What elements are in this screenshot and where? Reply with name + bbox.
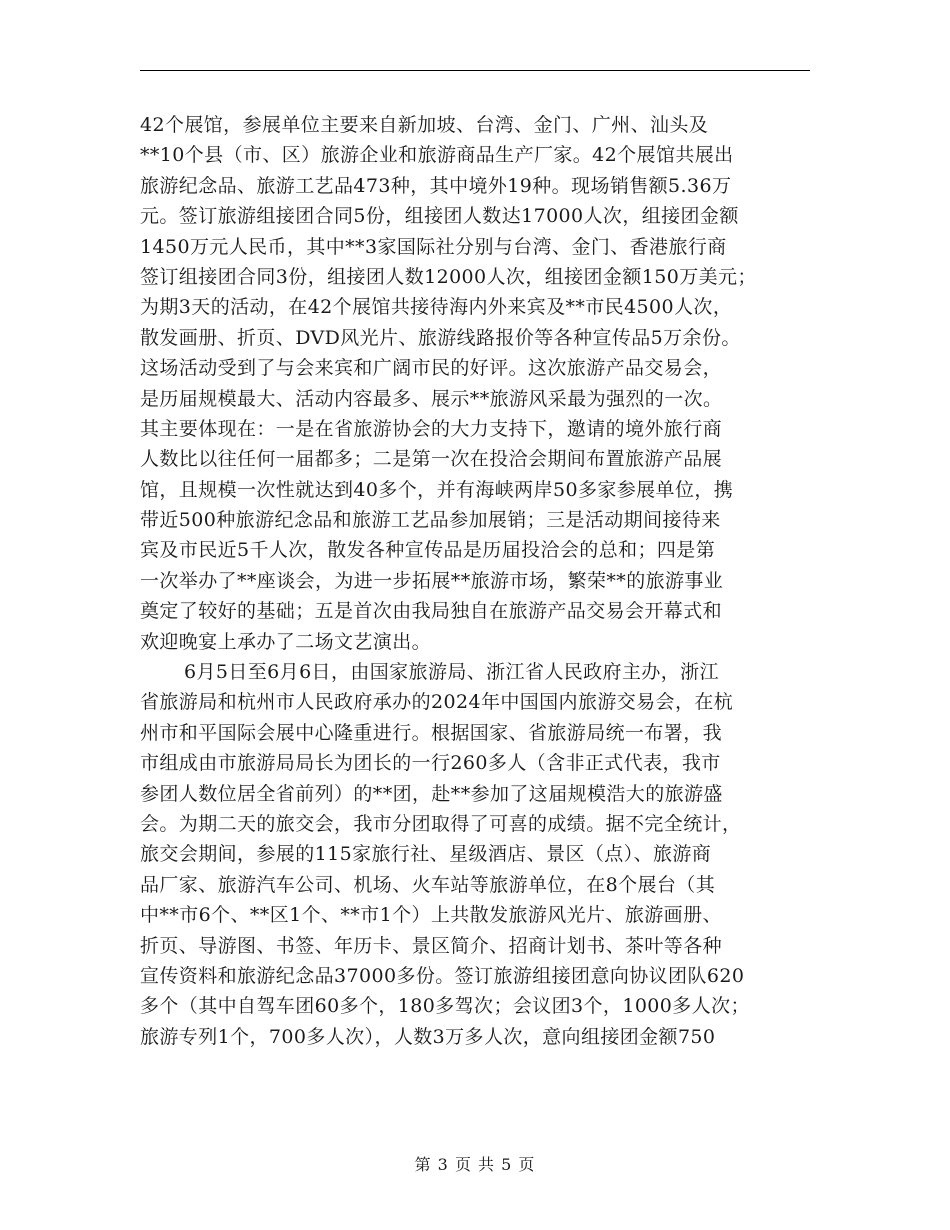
text-line-indented: 6月5日至6月6日，由国家旅游局、浙江省人民政府主办，浙江 xyxy=(184,661,719,684)
text-line: 欢迎晚宴上承办了二场文艺演出。 xyxy=(140,630,432,653)
text-line: 这场活动受到了与会来宾和广阔市民的好评。这次旅游产品交易会， xyxy=(140,357,723,380)
text-line: 旅交会期间，参展的115家旅行社、星级酒店、景区（点）、旅游商 xyxy=(140,843,712,866)
text-line: 是历届规模最大、活动内容最多、展示**旅游风采最为强烈的一次。 xyxy=(140,387,723,410)
text-line: 奠定了较好的基础；五是首次由我局独自在旅游产品交易会开幕式和 xyxy=(140,600,723,623)
text-line: 散发画册、折页、DVD风光片、旅游线路报价等各种宣传品5万余份。 xyxy=(140,326,741,349)
text-line: 签订组接团合同3份，组接团人数12000人次，组接团金额150万美元； xyxy=(140,265,757,288)
text-line: 宾及市民近5千人次，散发各种宣传品是历届投洽会的总和；四是第 xyxy=(140,539,716,562)
text-line: 州市和平国际会展中心隆重进行。根据国家、省旅游局统一布署，我 xyxy=(140,721,723,744)
text-line: 折页、导游图、书签、年历卡、景区简介、招商计划书、茶叶等各种 xyxy=(140,934,723,957)
text-line: 为期3天的活动，在42个展馆共接待海内外来宾及**市民4500人次， xyxy=(140,296,733,319)
text-line: 42个展馆，参展单位主要来自新加坡、台湾、金门、广州、汕头及 xyxy=(140,114,709,136)
text-line: 多个（其中自驾车团60多个，180多驾次；会议团3个，1000多人次； xyxy=(140,995,750,1018)
text-line: 元。签订旅游组接团合同5份，组接团人数达17000人次，组接团金额 xyxy=(140,205,739,228)
text-line: 参团人数位居全省前列）的**团，赴**参加了这届规模浩大的旅游盛 xyxy=(140,782,723,805)
text-line: 品厂家、旅游汽车公司、机场、火车站等旅游单位，在8个展台（其 xyxy=(140,873,716,896)
text-line: 1450万元人民币，其中**3家国际社分别与台湾、金门、香港旅行商 xyxy=(140,235,727,258)
text-line: 旅游专列1个，700多人次），人数3万多人次，意向组接团金额750 xyxy=(140,1025,716,1048)
text-line: 旅游纪念品、旅游工艺品473种，其中境外19种。现场销售额5.36万 xyxy=(140,174,732,197)
text-line: 馆，且规模一次性就达到40多个，并有海峡两岸50多家参展单位，携 xyxy=(140,478,734,501)
page-number-footer: 第 3 页 共 5 页 xyxy=(414,1155,536,1174)
text-line: 省旅游局和杭州市人民政府承办的2024年中国国内旅游交易会，在杭 xyxy=(140,691,734,714)
text-line: 人数比以往任何一届都多；二是第一次在投洽会期间布置旅游产品展 xyxy=(140,448,723,471)
text-line: 市组成由市旅游局局长为团长的一行260多人（含非正式代表，我市 xyxy=(140,752,721,775)
text-line: **10个县（市、区）旅游企业和旅游商品生产厂家。42个展馆共展出 xyxy=(140,144,734,167)
text-line: 会。为期二天的旅交会，我市分团取得了可喜的成绩。据不完全统计， xyxy=(140,812,742,835)
text-line: 其主要体现在：一是在省旅游协会的大力支持下，邀请的境外旅行商 xyxy=(140,417,723,440)
text-line: 中**市6个、**区1个、**市1个）上共散发旅游风光片、旅游画册、 xyxy=(140,904,722,927)
text-line: 带近500种旅游纪念品和旅游工艺品参加展销；三是活动期间接待来 xyxy=(140,509,721,532)
paragraph-2 xyxy=(140,657,812,1052)
text-line: 宣传资料和旅游纪念品37000多份。签订旅游组接团意向协议团队620 xyxy=(140,964,745,987)
text-line: 一次举办了**座谈会，为进一步拓展**旅游市场，繁荣**的旅游事业 xyxy=(140,569,724,592)
body-text xyxy=(140,110,812,1052)
paragraph-1 xyxy=(140,110,812,657)
header-rule xyxy=(140,70,810,71)
